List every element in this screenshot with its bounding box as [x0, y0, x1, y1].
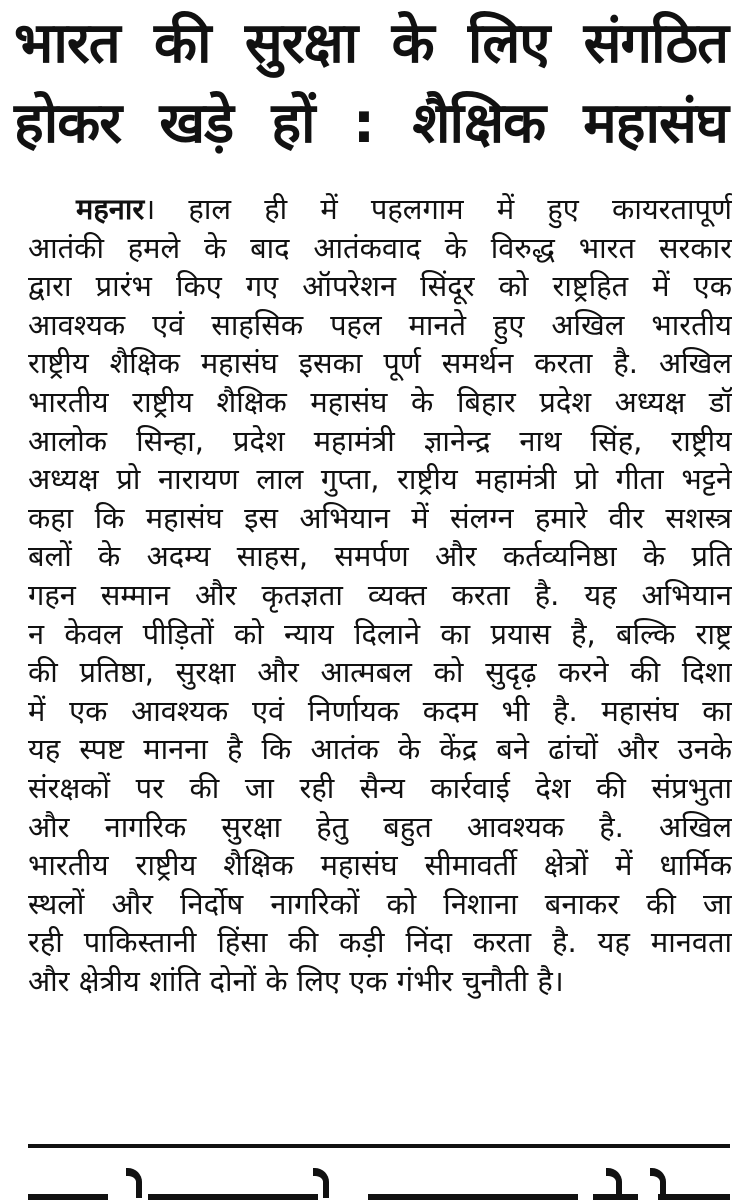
article-line: यह स्पष्ट मानना है कि आतंक के केंद्र बने ढांचों और उनके — [28, 732, 732, 767]
article-line: आवश्यक एवं साहसिक पहल मानते हुए अखिल भारतीय — [28, 307, 732, 342]
article-line: भारतीय राष्ट्रीय शैक्षिक महासंघ के बिहार प्रदेश अध्यक्ष डॉ — [28, 384, 732, 419]
headline — [14, 4, 728, 164]
headline-fragment — [368, 1194, 578, 1200]
article-line: संरक्षकों पर की जा रही सैन्य कार्रवाई देश की संप्रभुता — [28, 770, 732, 805]
article-line: आलोक सिन्हा, प्रदेश महामंत्री ज्ञानेन्द्र नाथ सिंह, राष्ट्रीय — [28, 423, 732, 458]
headline-fragment — [148, 1194, 318, 1200]
article-body — [28, 190, 732, 1000]
article-line: स्थलों और निर्दोष नागरिकों को निशाना बनाकर की जा — [28, 886, 732, 921]
section-divider — [28, 1144, 730, 1148]
article-line: बलों के अदम्य साहस, समर्पण और कर्तव्यनिष्ठा के प्रति — [28, 539, 732, 574]
article-line: गहन सम्मान और कृतज्ञता व्यक्त करता है. यह अभियान — [28, 577, 732, 612]
article-line: द्वारा प्रारंभ किए गए ऑपरेशन सिंदूर को राष्ट्रहित में एक — [28, 269, 732, 304]
article-line: में एक आवश्यक एवं निर्णायक कदम भी है. महासंघ का — [28, 693, 732, 728]
article-line: राष्ट्रीय शैक्षिक महासंघ इसका पूर्ण समर्थन करता है. अखिल — [28, 346, 732, 381]
article-line: भारतीय राष्ट्रीय शैक्षिक महासंघ सीमावर्ती क्षेत्रों में धार्मिक — [28, 848, 732, 883]
article-line: आतंकी हमले के बाद आतंकवाद के विरुद्ध भारत सरकार — [28, 230, 732, 265]
headline-fragment — [606, 1168, 622, 1198]
headline-fragment — [126, 1168, 142, 1198]
headline-fragment — [28, 1194, 108, 1200]
headline-fragment — [313, 1168, 329, 1198]
article-line: और नागरिक सुरक्षा हेतु बहुत आवश्यक है. अखिल — [28, 809, 732, 844]
article-line: और क्षेत्रीय शांति दोनों के लिए एक गंभीर चुनौती है। — [28, 963, 564, 998]
article-line: की प्रतिष्ठा, सुरक्षा और आत्मबल को सुदृढ़ करने की दिशा — [28, 655, 732, 690]
article-line: कहा कि महासंघ इस अभियान में संलग्न हमारे वीर सशस्त्र — [28, 500, 732, 535]
headline-fragment — [658, 1194, 730, 1200]
headline-line-1: भारत की सुरक्षा के लिए संगठित — [14, 11, 728, 76]
article-line: अध्यक्ष प्रो नारायण लाल गुप्ता, राष्ट्रीय महामंत्री प्रो गीता भट्टने — [28, 462, 732, 497]
dateline: महनार — [76, 192, 145, 226]
article-line: न केवल पीड़ितों को न्याय दिलाने का प्रयास है, बल्कि राष्ट्र — [28, 616, 732, 651]
headline-line-2: होकर खड़े हों : शैक्षिक महासंघ — [14, 91, 728, 156]
article-line — [28, 190, 732, 229]
next-headline-cropped — [28, 1162, 730, 1200]
article-line: रही पाकिस्तानी हिंसा की कड़ी निंदा करता है. यह मानवता — [28, 925, 732, 960]
article-line-text: । हाल ही में पहलगाम में हुए कायरतापूर्ण — [144, 192, 732, 226]
